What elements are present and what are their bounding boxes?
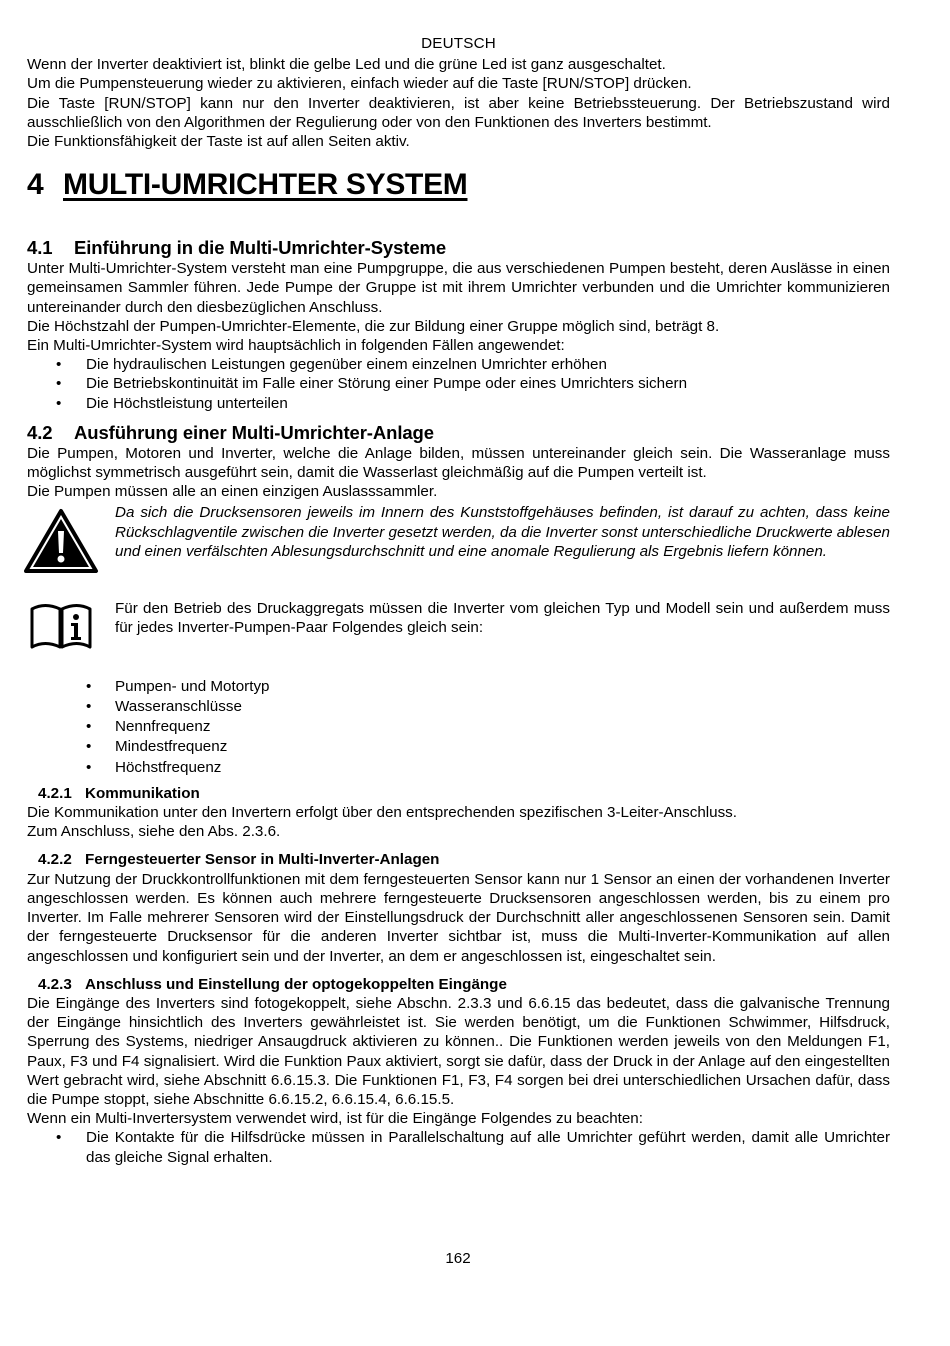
list-item: • Die Höchstleistung unterteilen [27, 394, 890, 413]
subsection-title: Kommunikation [85, 784, 200, 802]
list-item: • Höchstfrequenz [27, 758, 890, 777]
section-title: Einführung in die Multi-Umrichter-Systeme [74, 237, 447, 259]
section-heading-4-2 [27, 422, 890, 444]
chapter-title: MULTI-UMRICHTER SYSTEM [63, 168, 468, 202]
subsection-number: 4.2.3 [38, 975, 72, 993]
list-item-text: • Die Kontakte für die Hilfsdrücke müssen in Parallelschaltung auf alle Umrichter geführt werden, damit alle Umrichter das gleiche Signal erhalten. [86, 1129, 890, 1166]
paragraph: Die Kommunikation unter den Invertern erfolgt über den entsprechenden spezifischen 3-Leiter-Anschluss. [27, 804, 737, 822]
page-number: 162 [445, 1250, 471, 1267]
bullet-list [27, 1128, 890, 1166]
paragraph: Unter Multi-Umrichter-System versteht man eine Pumpgruppe, die aus verschiedenen Pumpen besteht, deren Auslässe in einen gemeinsamen Sammler führen. Jede Pumpe der Gruppe ist mit ihrem Umrichter verbunden und die Umrichter kommunizieren untereinander durch den diesbezüglichen Anschluss. [27, 260, 890, 316]
list-item [27, 1128, 890, 1166]
subsection-number: 4.2.1 [38, 784, 72, 802]
list-item: • Die hydraulischen Leistungen gegenüber einem einzelnen Umrichter erhöhen [27, 355, 890, 374]
list-item: • Die Betriebskontinuität im Falle einer Störung einer Pumpe oder eines Umrichters sichern [27, 374, 890, 393]
bullet-list [27, 677, 890, 777]
subsection-heading-4-2-3 [38, 975, 890, 994]
paragraph: Wenn ein Multi-Invertersystem verwendet wird, ist für die Eingänge Folgendes zu beachten: [27, 1110, 643, 1128]
warning-notice [27, 503, 890, 580]
list-item: • Mindestfrequenz [27, 737, 890, 756]
info-text: Für den Betrieb des Druckaggregats müssen die Inverter vom gleichen Typ und Modell sein und außerdem muss für jedes Inverter-Pumpen-Paar Folgendes gleich sein: [115, 599, 890, 636]
section-heading-4-1 [27, 237, 890, 259]
section-number: 4.2 [27, 421, 53, 443]
info-book-icon [27, 599, 115, 656]
paragraph: Ein Multi-Umrichter-System wird hauptsächlich in folgenden Fällen angewendet: [27, 337, 565, 355]
section-number: 4.1 [27, 237, 53, 259]
paragraph: Die Pumpen müssen alle an einen einzigen Auslasssammler. [27, 483, 438, 501]
info-notice [27, 599, 890, 656]
intro-paragraph: Die Funktionsfähigkeit der Taste ist auf allen Seiten aktiv. [27, 133, 410, 151]
chapter-number: 4 [27, 168, 44, 202]
paragraph: Die Höchstzahl der Pumpen-Umrichter-Elemente, die zur Bildung einer Gruppe möglich sind, beträgt 8. [27, 317, 720, 335]
subsection-number: 4.2.2 [38, 851, 72, 869]
intro-paragraph: Wenn der Inverter deaktiviert ist, blinkt die gelbe Led und die grüne Led ist ganz ausgeschaltet. [27, 56, 666, 74]
subsection-title: Anschluss und Einstellung der optogekoppelten Eingänge [85, 975, 507, 993]
warning-text: Da sich die Drucksensoren jeweils im Innern des Kunststoffgehäuses befinden, ist darauf zu achten, dass keine Rückschlagventile zwischen die Inverter gesetzt werden, da die Inverter sonst unterschiedliche Druckwerte ablesen und einen verfälschten Ablesungsdurchschnitt und eine anomale Regulierung als Ergebnis liefern können. [115, 504, 890, 560]
list-item: • Wasseranschlüsse [27, 697, 890, 716]
chapter-heading [27, 167, 890, 203]
paragraph: Zur Nutzung der Druckkontrollfunktionen mit dem ferngesteuerten Sensor kann nur 1 Sensor an einen der vorhandenen Inverter angeschlossen werden. Es können auch mehrere ferngesteuerte Drucksensoren angeschlossen werden, bis zu einem pro Inverter. Im Falle mehrerer Sensoren wird der Einstellungsdruck der Durchschnitt aller angeschlossenen Sensoren sein. Damit der ferngesteuerte Drucksensor für die anderen Inverter sichtbar ist, muss die Multi-Inverter-Kommunikation auf allen angeschlossen und konfiguriert sein und der Inverter, an dem er angeschlossen ist, eingeschaltet sein. [27, 870, 890, 965]
list-item: • Nennfrequenz [27, 717, 890, 736]
intro-paragraph: Um die Pumpensteuerung wieder zu aktivieren, einfach wieder auf die Taste [RUN/STOP] drücken. [27, 75, 692, 93]
subsection-heading-4-2-1 [38, 784, 890, 803]
subsection-title: Ferngesteuerter Sensor in Multi-Inverter-Anlagen [85, 851, 440, 869]
list-item: • Pumpen- und Motortyp [27, 677, 890, 696]
bullet-list [27, 355, 890, 413]
paragraph: Die Eingänge des Inverters sind fotogekoppelt, siehe Abschn. 2.3.3 und 6.6.15 das bedeutet, dass die galvanische Trennung der Eingänge hinsichtlich des Inverters gewährleistet ist. Sie werden benötigt, um die Funktionen Schwimmer, Hilfsdruck, Sperrung des Systems, niedriger Ansaugdruck aktivieren zu können.. Die Funktionen werden jeweils von den Meldungen F1, Paux, F3 und F4 signalisiert. Wird die Funktion Paux aktiviert, sorgt sie dafür, dass der Druck in der Anlage auf den eingestellten Wert gebracht wird, siehe Abschnitt 6.6.15.3. Die Funktionen F1, F3, F4 sorgen bei drei unterschiedlichen Ursachen dafür, dass die Pumpe stoppt, siehe Abschnitte 6.6.15.2, 6.6.15.4, 6.6.15.5. [27, 994, 890, 1108]
paragraph: Zum Anschluss, siehe den Abs. 2.3.6. [27, 823, 281, 841]
subsection-heading-4-2-2 [38, 850, 890, 869]
warning-triangle-icon [27, 503, 115, 580]
paragraph: Die Pumpen, Motoren und Inverter, welche die Anlage bilden, müssen untereinander gleich sein. Die Wasseranlage muss möglichst symmetrisch ausgeführt sein, damit die Wasserlast gleichmäßig auf die Pumpen verteilt ist. [27, 444, 890, 482]
intro-paragraph: Die Taste [RUN/STOP] kann nur den Inverter deaktivieren, ist aber keine Betriebssteuerung. Der Betriebszustand wird ausschließlich von den Algorithmen der Regulierung oder von den Funktionen des Inverters bestimmt. [27, 94, 890, 131]
page-header: DEUTSCH [421, 35, 496, 52]
section-title: Ausführung einer Multi-Umrichter-Anlage [74, 421, 434, 443]
